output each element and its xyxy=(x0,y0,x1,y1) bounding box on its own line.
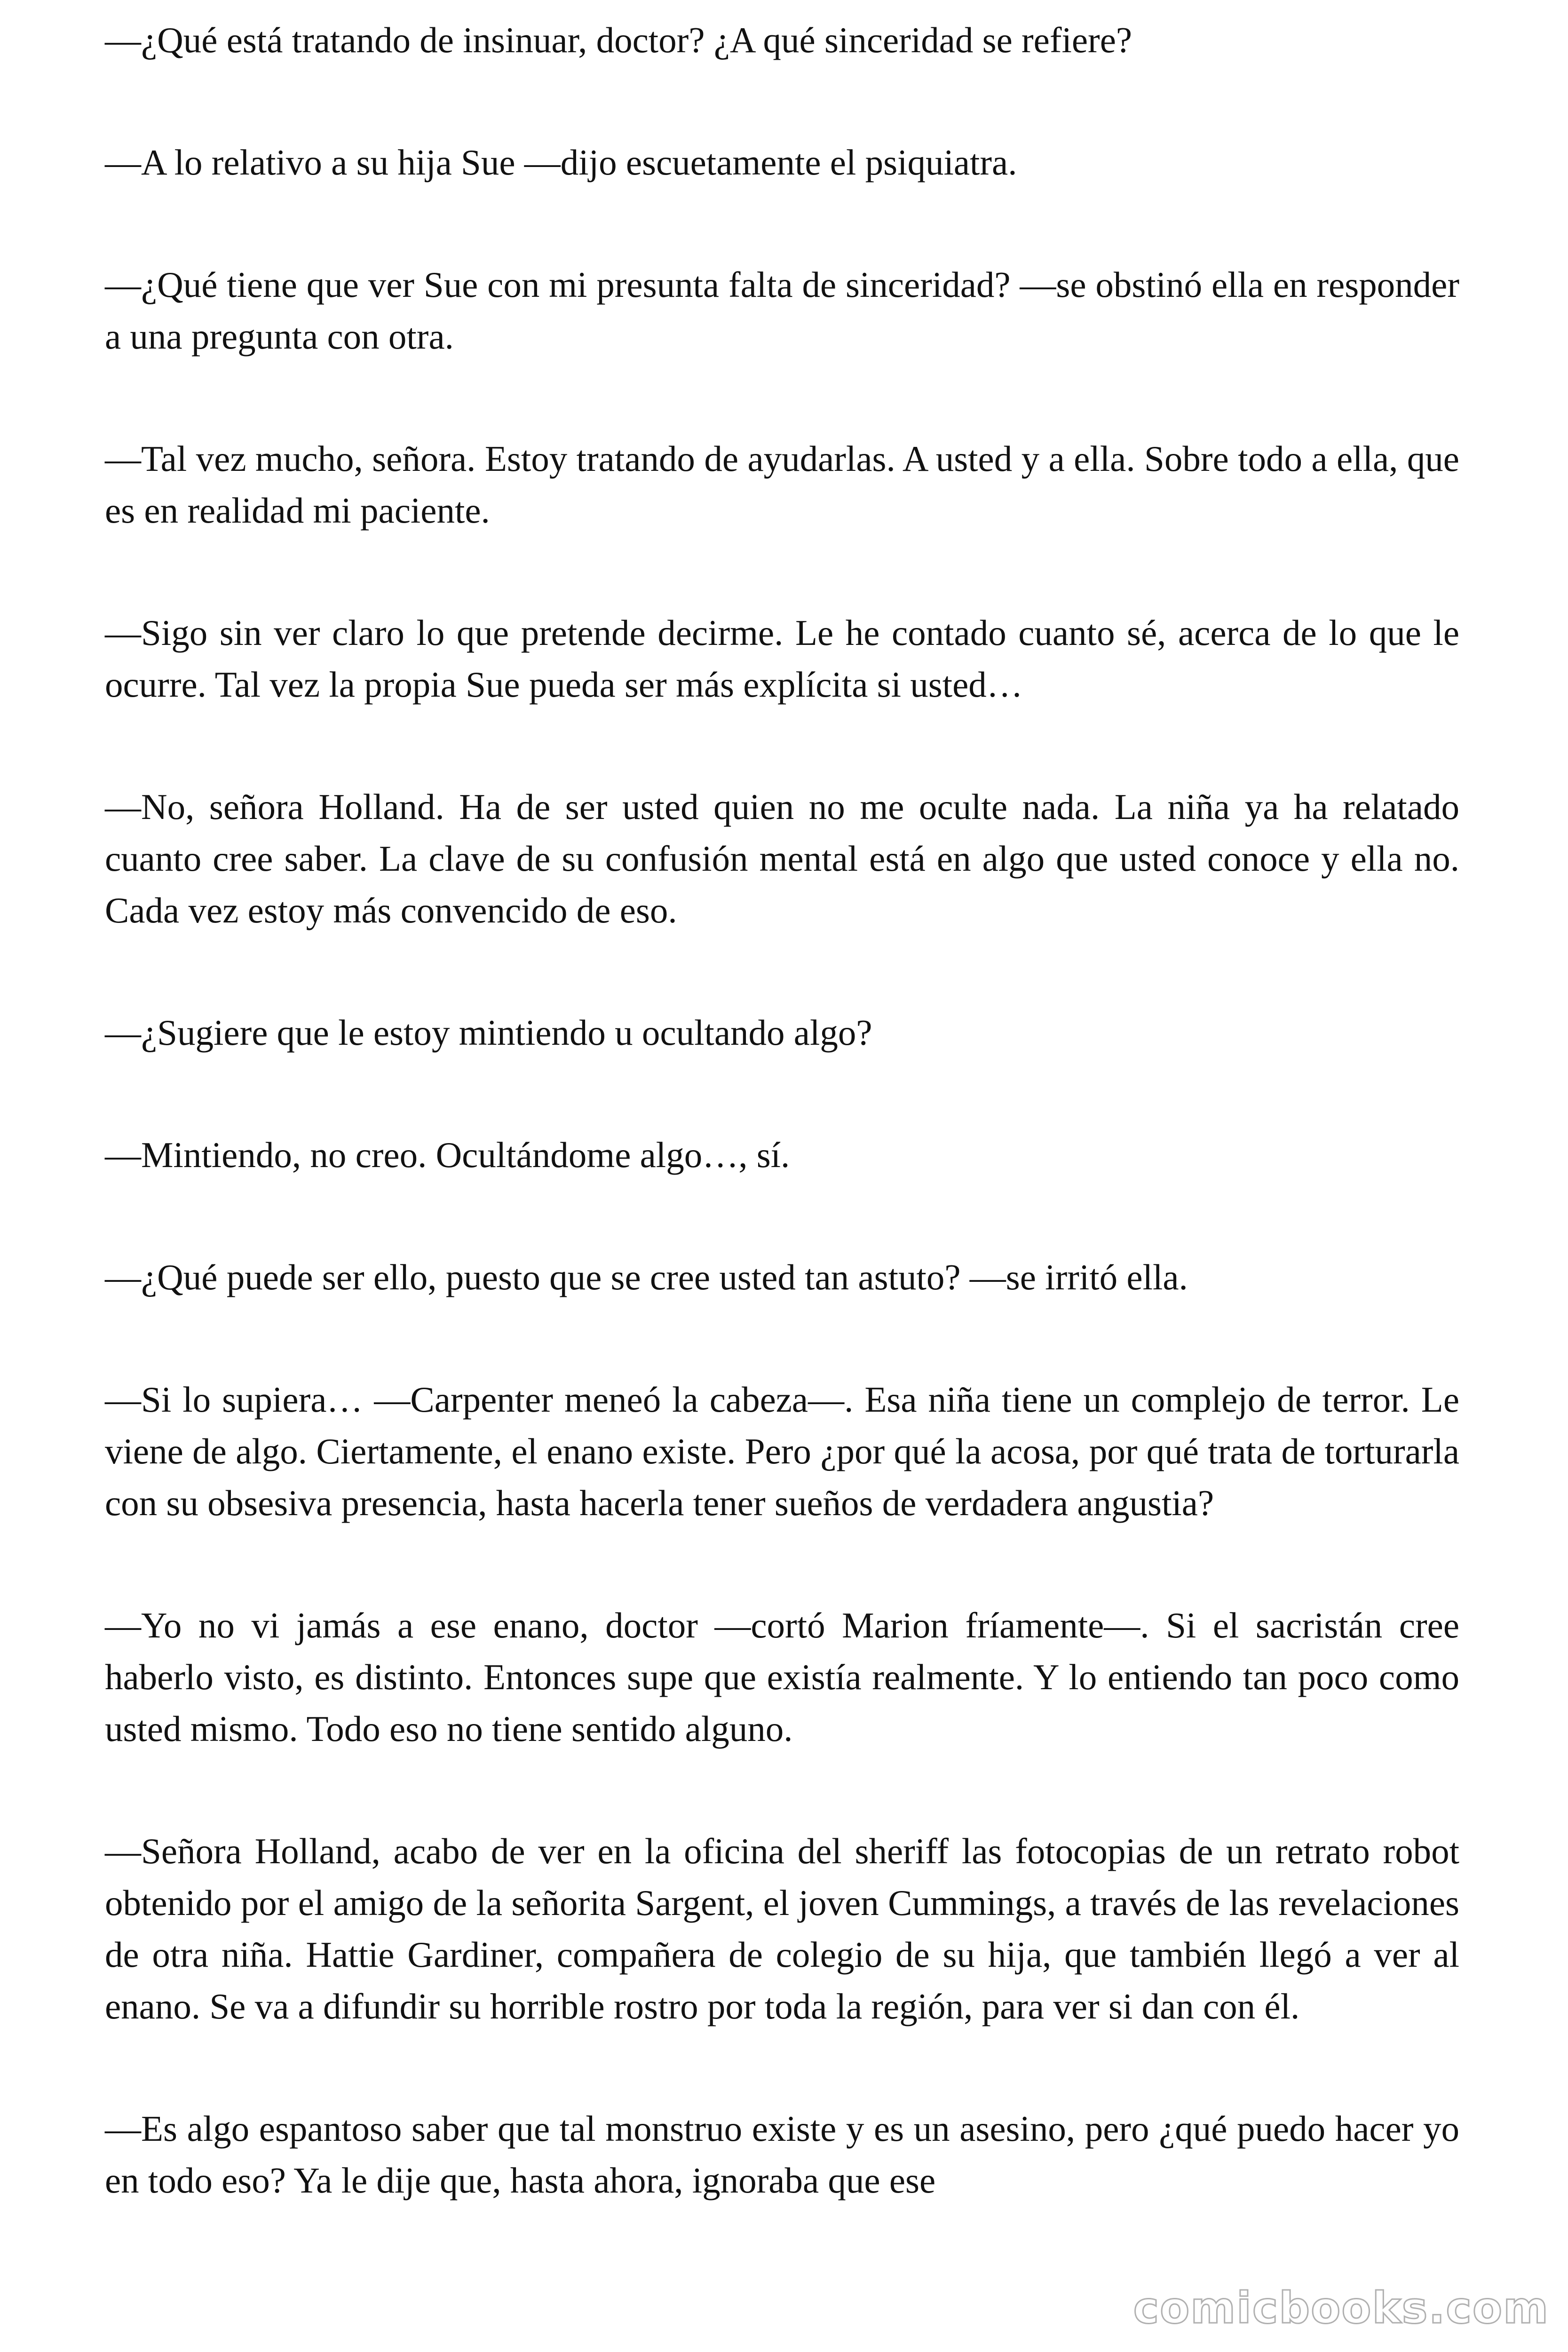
paragraph-13: —Es algo espantoso saber que tal monstruo existe y es un asesino, pero ¿qué puedo hacer yo en todo eso? Ya le dije que, hasta ahora, ignoraba que ese xyxy=(105,2108,1459,2201)
paragraph-3: —¿Qué tiene que ver Sue con mi presunta falta de sinceridad? —se obstinó ella en responder a una pregunta con otra. xyxy=(105,264,1459,357)
paragraph-11: —Yo no vi jamás a ese enano, doctor —cortó Marion fríamente—. Si el sacristán cree haberlo visto, es distinto. Entonces supe que existía realmente. Y lo entiendo tan poco como usted mismo. Todo eso no tiene sentido alguno. xyxy=(105,1605,1459,1749)
paragraph-12: —Señora Holland, acabo de ver en la oficina del sheriff las fotocopias de un retrato robot obtenido por el amigo de la señorita Sargent, el joven Cummings, a través de las revelaciones de otra niña. Hattie Gardiner, compañera de colegio de su hija, que también llegó a ver al enano. Se va a difundir su horrible rostro por toda la región, para ver si dan con él. xyxy=(105,1831,1459,2026)
paragraph-4: —Tal vez mucho, señora. Estoy tratando de ayudarlas. A usted y a ella. Sobre todo a ella, que es en realidad mi paciente. xyxy=(105,438,1459,531)
text-column xyxy=(105,14,1459,2277)
paragraph-8: —Mintiendo, no creo. Ocultándome algo…, sí. xyxy=(105,1135,790,1175)
paragraph-2: —A lo relativo a su hija Sue —dijo escuetamente el psiquiatra. xyxy=(105,142,1017,183)
paragraph-7: —¿Sugiere que le estoy mintiendo u ocultando algo? xyxy=(105,1012,872,1053)
paragraph-9: —¿Qué puede ser ello, puesto que se cree usted tan astuto? —se irritó ella. xyxy=(105,1257,1188,1297)
watermark-text: comicbooks.com xyxy=(1133,2283,1549,2333)
paragraph-10: —Si lo supiera… —Carpenter meneó la cabeza—. Esa niña tiene un complejo de terror. Le viene de algo. Ciertamente, el enano existe. Pero ¿por qué la acosa, por qué trata de torturarla con su obsesiva presencia, hasta hacerla tener sueños de verdadera angustia? xyxy=(105,1379,1459,1523)
paragraph-5: —Sigo sin ver claro lo que pretende decirme. Le he contado cuanto sé, acerca de lo que le ocurre. Tal vez la propia Sue pueda ser más explícita si usted… xyxy=(105,612,1459,705)
paragraph-1: —¿Qué está tratando de insinuar, doctor? ¿A qué sinceridad se refiere? xyxy=(105,20,1132,60)
paragraph-6: —No, señora Holland. Ha de ser usted quien no me oculte nada. La niña ya ha relatado cuanto cree saber. La clave de su confusión mental está en algo que usted conoce y ella no. Cada vez estoy más convencido de eso. xyxy=(105,787,1459,930)
